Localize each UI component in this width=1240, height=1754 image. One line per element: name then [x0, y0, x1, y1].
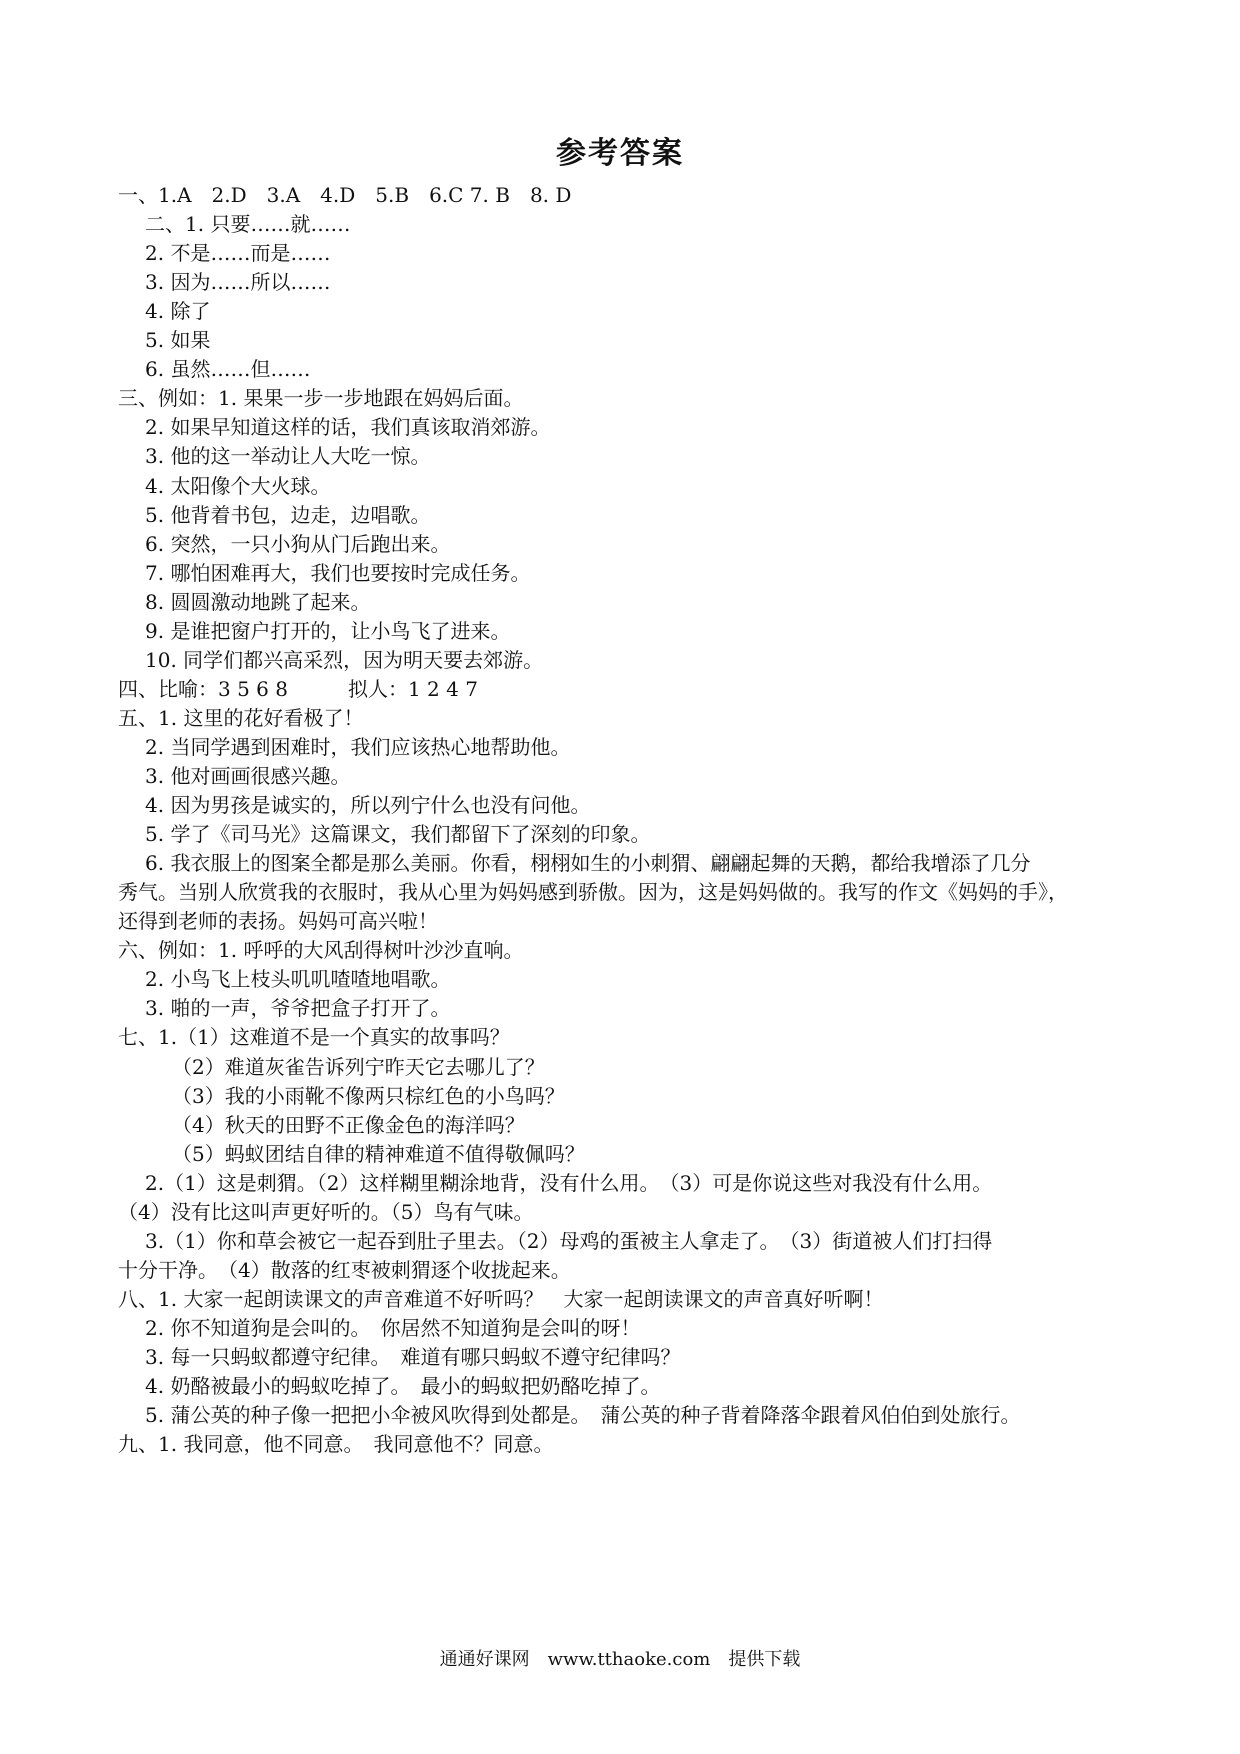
answer-line: （4）秋天的田野不正像金色的海洋吗？: [172, 1113, 525, 1137]
answer-line: 六、例如：1. 呼呼的大风刮得树叶沙沙直响。: [118, 938, 524, 962]
answer-line: 秀气。当别人欣赏我的衣服时，我从心里为妈妈感到骄傲。因为，这是妈妈做的。我写的作文《妈妈的手》，: [118, 880, 1068, 904]
answer-line: 2. 你不知道狗是会叫的。 你居然不知道狗是会叫的呀！: [145, 1316, 641, 1340]
answer-line: 八、1. 大家一起朗读课文的声音难道不好听吗？ 大家一起朗读课文的声音真好听啊！: [118, 1287, 884, 1311]
answer-line: 3.（1）你和草会被它一起吞到肚子里去。（2）母鸡的蛋被主人拿走了。 （3）街道被人们打扫得: [145, 1229, 993, 1253]
answer-line: 三、例如：1. 果果一步一步地跟在妈妈后面。: [118, 386, 524, 410]
answer-line: （5）蚂蚁团结自律的精神难道不值得敬佩吗？: [172, 1142, 585, 1166]
answer-line: 2.（1）这是刺猬。（2）这样糊里糊涂地背，没有什么用。 （3）可是你说这些对我没有什么用。: [145, 1171, 993, 1195]
answer-line: 4. 因为男孩是诚实的，所以列宁什么也没有问他。: [145, 793, 591, 817]
answer-line: 2. 小鸟飞上枝头叽叽喳喳地唱歌。: [145, 967, 451, 991]
answer-line: （3）我的小雨靴不像两只棕红色的小鸟吗？: [172, 1084, 565, 1108]
answer-line: 5. 他背着书包，边走，边唱歌。: [145, 503, 431, 527]
answer-line: 2. 当同学遇到困难时，我们应该热心地帮助他。: [145, 735, 571, 759]
answer-line: 2. 如果早知道这样的话，我们真该取消郊游。: [145, 415, 551, 439]
answer-line: 3. 啪的一声，爷爷把盒子打开了。: [145, 996, 451, 1020]
answer-line: 一、1.A 2.D 3.A 4.D 5.B 6.C 7. B 8. D: [118, 183, 572, 207]
answer-line: 七、1.（1）这难道不是一个真实的故事吗？: [118, 1025, 510, 1049]
answer-line: 四、比喻：3 5 6 8 拟人：1 2 4 7: [118, 677, 478, 701]
answer-line: （2）难道灰雀告诉列宁昨天它去哪儿了？: [172, 1055, 545, 1079]
answer-line: 4. 太阳像个大火球。: [145, 474, 331, 498]
answer-line: 4. 奶酪被最小的蚂蚁吃掉了。 最小的蚂蚁把奶酪吃掉了。: [145, 1374, 661, 1398]
answer-line: 4. 除了: [145, 299, 211, 323]
answer-line: 10. 同学们都兴高采烈，因为明天要去郊游。: [145, 648, 544, 672]
answer-line: 二、1. 只要……就……: [145, 212, 351, 236]
answer-line: 还得到老师的表扬。妈妈可高兴啦！: [118, 909, 438, 933]
answer-line: 6. 突然，一只小狗从门后跑出来。: [145, 532, 451, 556]
page-title: 参考答案: [556, 136, 684, 171]
answer-line: 2. 不是……而是……: [145, 241, 331, 265]
answer-line: 5. 如果: [145, 328, 211, 352]
answer-line: 5. 学了《司马光》这篇课文，我们都留下了深刻的印象。: [145, 822, 651, 846]
answer-line: 5. 蒲公英的种子像一把把小伞被风吹得到处都是。 蒲公英的种子背着降落伞跟着风伯伯到处旅行。: [145, 1403, 1021, 1427]
answer-line: 8. 圆圆激动地跳了起来。: [145, 590, 371, 614]
answer-line: 3. 每一只蚂蚁都遵守纪律。 难道有哪只蚂蚁不遵守纪律吗？: [145, 1345, 681, 1369]
answer-line: 3. 因为……所以……: [145, 270, 331, 294]
answer-line: 3. 他对画画很感兴趣。: [145, 764, 351, 788]
page-footer: 通通好课网 www.tthaoke.com 提供下载: [439, 1649, 801, 1670]
answer-line: 6. 我衣服上的图案全都是那么美丽。你看，栩栩如生的小刺猬、翩翩起舞的天鹅，都给我增添了几分: [145, 851, 1031, 875]
answer-line: （4）没有比这叫声更好听的。（5）鸟有气味。: [118, 1200, 534, 1224]
answer-line: 6. 虽然……但……: [145, 357, 311, 381]
answer-line: 九、1. 我同意，他不同意。 我同意他不？同意。: [118, 1432, 554, 1456]
answer-line: 7. 哪怕困难再大，我们也要按时完成任务。: [145, 561, 531, 585]
answer-line: 十分干净。 （4）散落的红枣被刺猬逐个收拢起来。: [118, 1258, 571, 1282]
answer-line: 3. 他的这一举动让人大吃一惊。: [145, 444, 431, 468]
answer-line: 9. 是谁把窗户打开的，让小鸟飞了进来。: [145, 619, 511, 643]
answer-line: 五、1. 这里的花好看极了！: [118, 706, 364, 730]
